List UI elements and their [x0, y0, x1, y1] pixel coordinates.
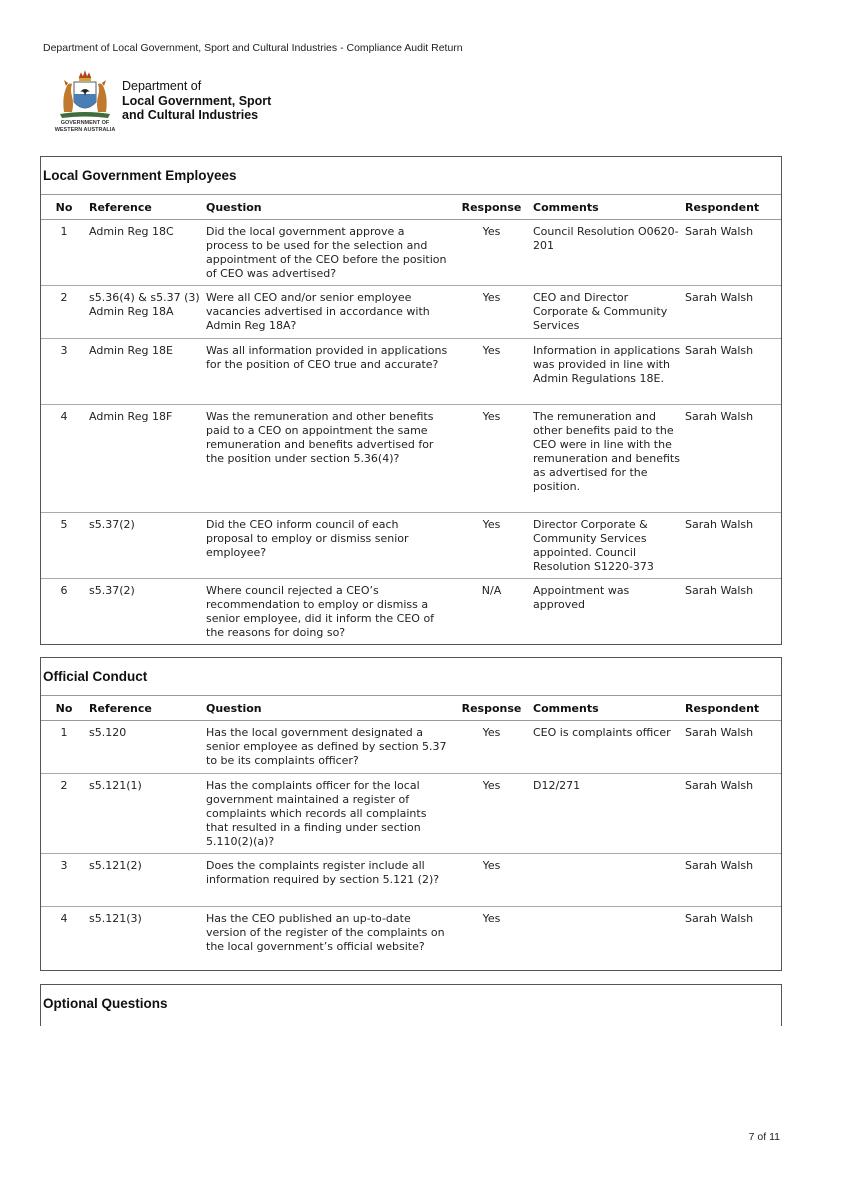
row-question: Was the remuneration and other benefits paid to a CEO on appointment the same remuneration and benefits advertised for the position under section 5.36(4)? — [206, 405, 452, 513]
section-official-conduct — [40, 657, 782, 971]
column-header-question: Question — [206, 696, 452, 721]
row-reference: s5.37(2) — [89, 584, 135, 597]
row-respondent: Sarah Walsh — [683, 286, 781, 339]
government-label: GOVERNMENT OF WESTERN AUSTRALIA — [54, 120, 116, 133]
row-question: Has the CEO published an up-to-date version of the register of the complaints on the local government’s official website? — [206, 912, 445, 953]
row-respondent: Sarah Walsh — [683, 339, 781, 405]
table-header-row — [41, 195, 781, 220]
column-header-comments: Comments — [531, 195, 683, 220]
row-no: 6 — [60, 584, 68, 597]
row-comments: The remuneration and other benefits paid to the CEO were in line with the remuneration and benefits as advertised for the position. — [531, 405, 683, 513]
row-respondent: Sarah Walsh — [683, 854, 781, 907]
row-comments: D12/271 — [531, 774, 683, 854]
table-header-row — [41, 696, 781, 721]
table-row — [41, 220, 781, 286]
row-response: Yes — [452, 339, 531, 405]
column-header-no: No — [41, 696, 87, 721]
row-response: Yes — [452, 286, 531, 339]
compliance-table — [41, 195, 781, 644]
column-header-question: Question — [206, 195, 452, 220]
row-no: 2 — [41, 774, 87, 854]
row-response: Yes — [452, 405, 531, 513]
page-number: 7 of 11 — [748, 1131, 780, 1143]
row-comments: Director Corporate & Community Services appointed. Council Resolution S1220-373 — [531, 513, 683, 579]
row-no: 3 — [41, 854, 87, 907]
row-no: 4 — [60, 912, 68, 925]
row-question: Did the local government approve a process to be used for the selection and appointment of the CEO before the position of CEO was advertised? — [206, 220, 452, 286]
table-row — [41, 513, 781, 579]
row-no: 1 — [41, 220, 87, 286]
row-question: Has the local government designated a senior employee as defined by section 5.37 to be its complaints officer? — [206, 721, 452, 774]
row-no: 4 — [41, 405, 87, 513]
row-question: Did the CEO inform council of each proposal to employ or dismiss senior employee? — [206, 513, 452, 579]
row-response: N/A — [481, 584, 502, 597]
row-reference: s5.120 — [87, 721, 206, 774]
row-reference: s5.121(1) — [87, 774, 206, 854]
row-reference: s5.121(2) — [87, 854, 206, 907]
row-respondent: Sarah Walsh — [683, 513, 781, 579]
row-reference: Admin Reg 18C — [87, 220, 206, 286]
column-header-respondent: Respondent — [683, 696, 781, 721]
row-respondent: Sarah Walsh — [683, 220, 781, 286]
row-comments: Appointment was approved — [533, 584, 630, 611]
department-name: Department of Local Government, Sport and Cultural Industries — [122, 79, 272, 122]
table-row — [41, 774, 781, 854]
row-reference: s5.121(3) — [89, 912, 142, 925]
row-no: 2 — [41, 286, 87, 339]
row-no: 3 — [41, 339, 87, 405]
table-row — [41, 907, 781, 970]
row-question: Where council rejected a CEO’s recommendation to employ or dismiss a senior employee, did it inform the CEO of the reasons for doing so? — [206, 584, 435, 639]
row-comments: CEO and Director Corporate & Community Services — [531, 286, 683, 339]
table-row — [41, 286, 781, 339]
table-row — [41, 854, 781, 907]
column-header-no: No — [41, 195, 87, 220]
row-comments — [531, 907, 683, 970]
table-row — [41, 405, 781, 513]
row-respondent: Sarah Walsh — [683, 405, 781, 513]
row-respondent: Sarah Walsh — [685, 912, 754, 925]
section-title: Local Government Employees — [41, 157, 781, 195]
row-reference: s5.37(2) — [87, 513, 206, 579]
column-header-comments: Comments — [531, 696, 683, 721]
column-header-reference: Reference — [87, 195, 206, 220]
row-comments: Information in applications was provided in line with Admin Regulations 18E. — [531, 339, 683, 405]
row-respondent: Sarah Walsh — [683, 774, 781, 854]
row-response: Yes — [452, 774, 531, 854]
section-title: Official Conduct — [41, 658, 781, 696]
column-header-reference: Reference — [87, 696, 206, 721]
column-header-response: Response — [452, 696, 531, 721]
section-optional-questions — [40, 984, 782, 1026]
row-response: Yes — [452, 220, 531, 286]
wa-government-crest-icon — [50, 68, 120, 128]
document-header: Department of Local Government, Sport and Cultural Industries - Compliance Audit Return — [43, 42, 463, 54]
row-question: Were all CEO and/or senior employee vacancies advertised in accordance with Admin Reg 18A? — [206, 286, 452, 339]
row-question: Does the complaints register include all information required by section 5.121 (2)? — [206, 854, 452, 907]
row-comments — [531, 854, 683, 907]
row-response: Yes — [482, 912, 501, 925]
section-title: Optional Questions — [43, 996, 168, 1011]
row-reference: s5.36(4) & s5.37 (3) Admin Reg 18A — [87, 286, 206, 339]
row-no: 5 — [41, 513, 87, 579]
row-question: Was all information provided in applications for the position of CEO true and accurate? — [206, 339, 452, 405]
row-response: Yes — [452, 854, 531, 907]
table-row — [41, 721, 781, 774]
row-comments: Council Resolution O0620-201 — [531, 220, 683, 286]
column-header-response: Response — [452, 195, 531, 220]
row-respondent: Sarah Walsh — [683, 721, 781, 774]
section-local-government-employees — [40, 156, 782, 645]
row-reference: Admin Reg 18F — [87, 405, 206, 513]
row-no: 1 — [41, 721, 87, 774]
department-logo — [50, 68, 290, 138]
row-respondent: Sarah Walsh — [685, 584, 754, 597]
table-row — [41, 579, 781, 645]
table-row — [41, 339, 781, 405]
row-comments: CEO is complaints officer — [531, 721, 683, 774]
row-reference: Admin Reg 18E — [87, 339, 206, 405]
column-header-respondent: Respondent — [683, 195, 781, 220]
row-response: Yes — [452, 513, 531, 579]
row-response: Yes — [452, 721, 531, 774]
compliance-table — [41, 696, 781, 970]
row-question: Has the complaints officer for the local government maintained a register of complaints which records all complaints that resulted in a finding under section 5.110(2)(a)? — [206, 774, 452, 854]
